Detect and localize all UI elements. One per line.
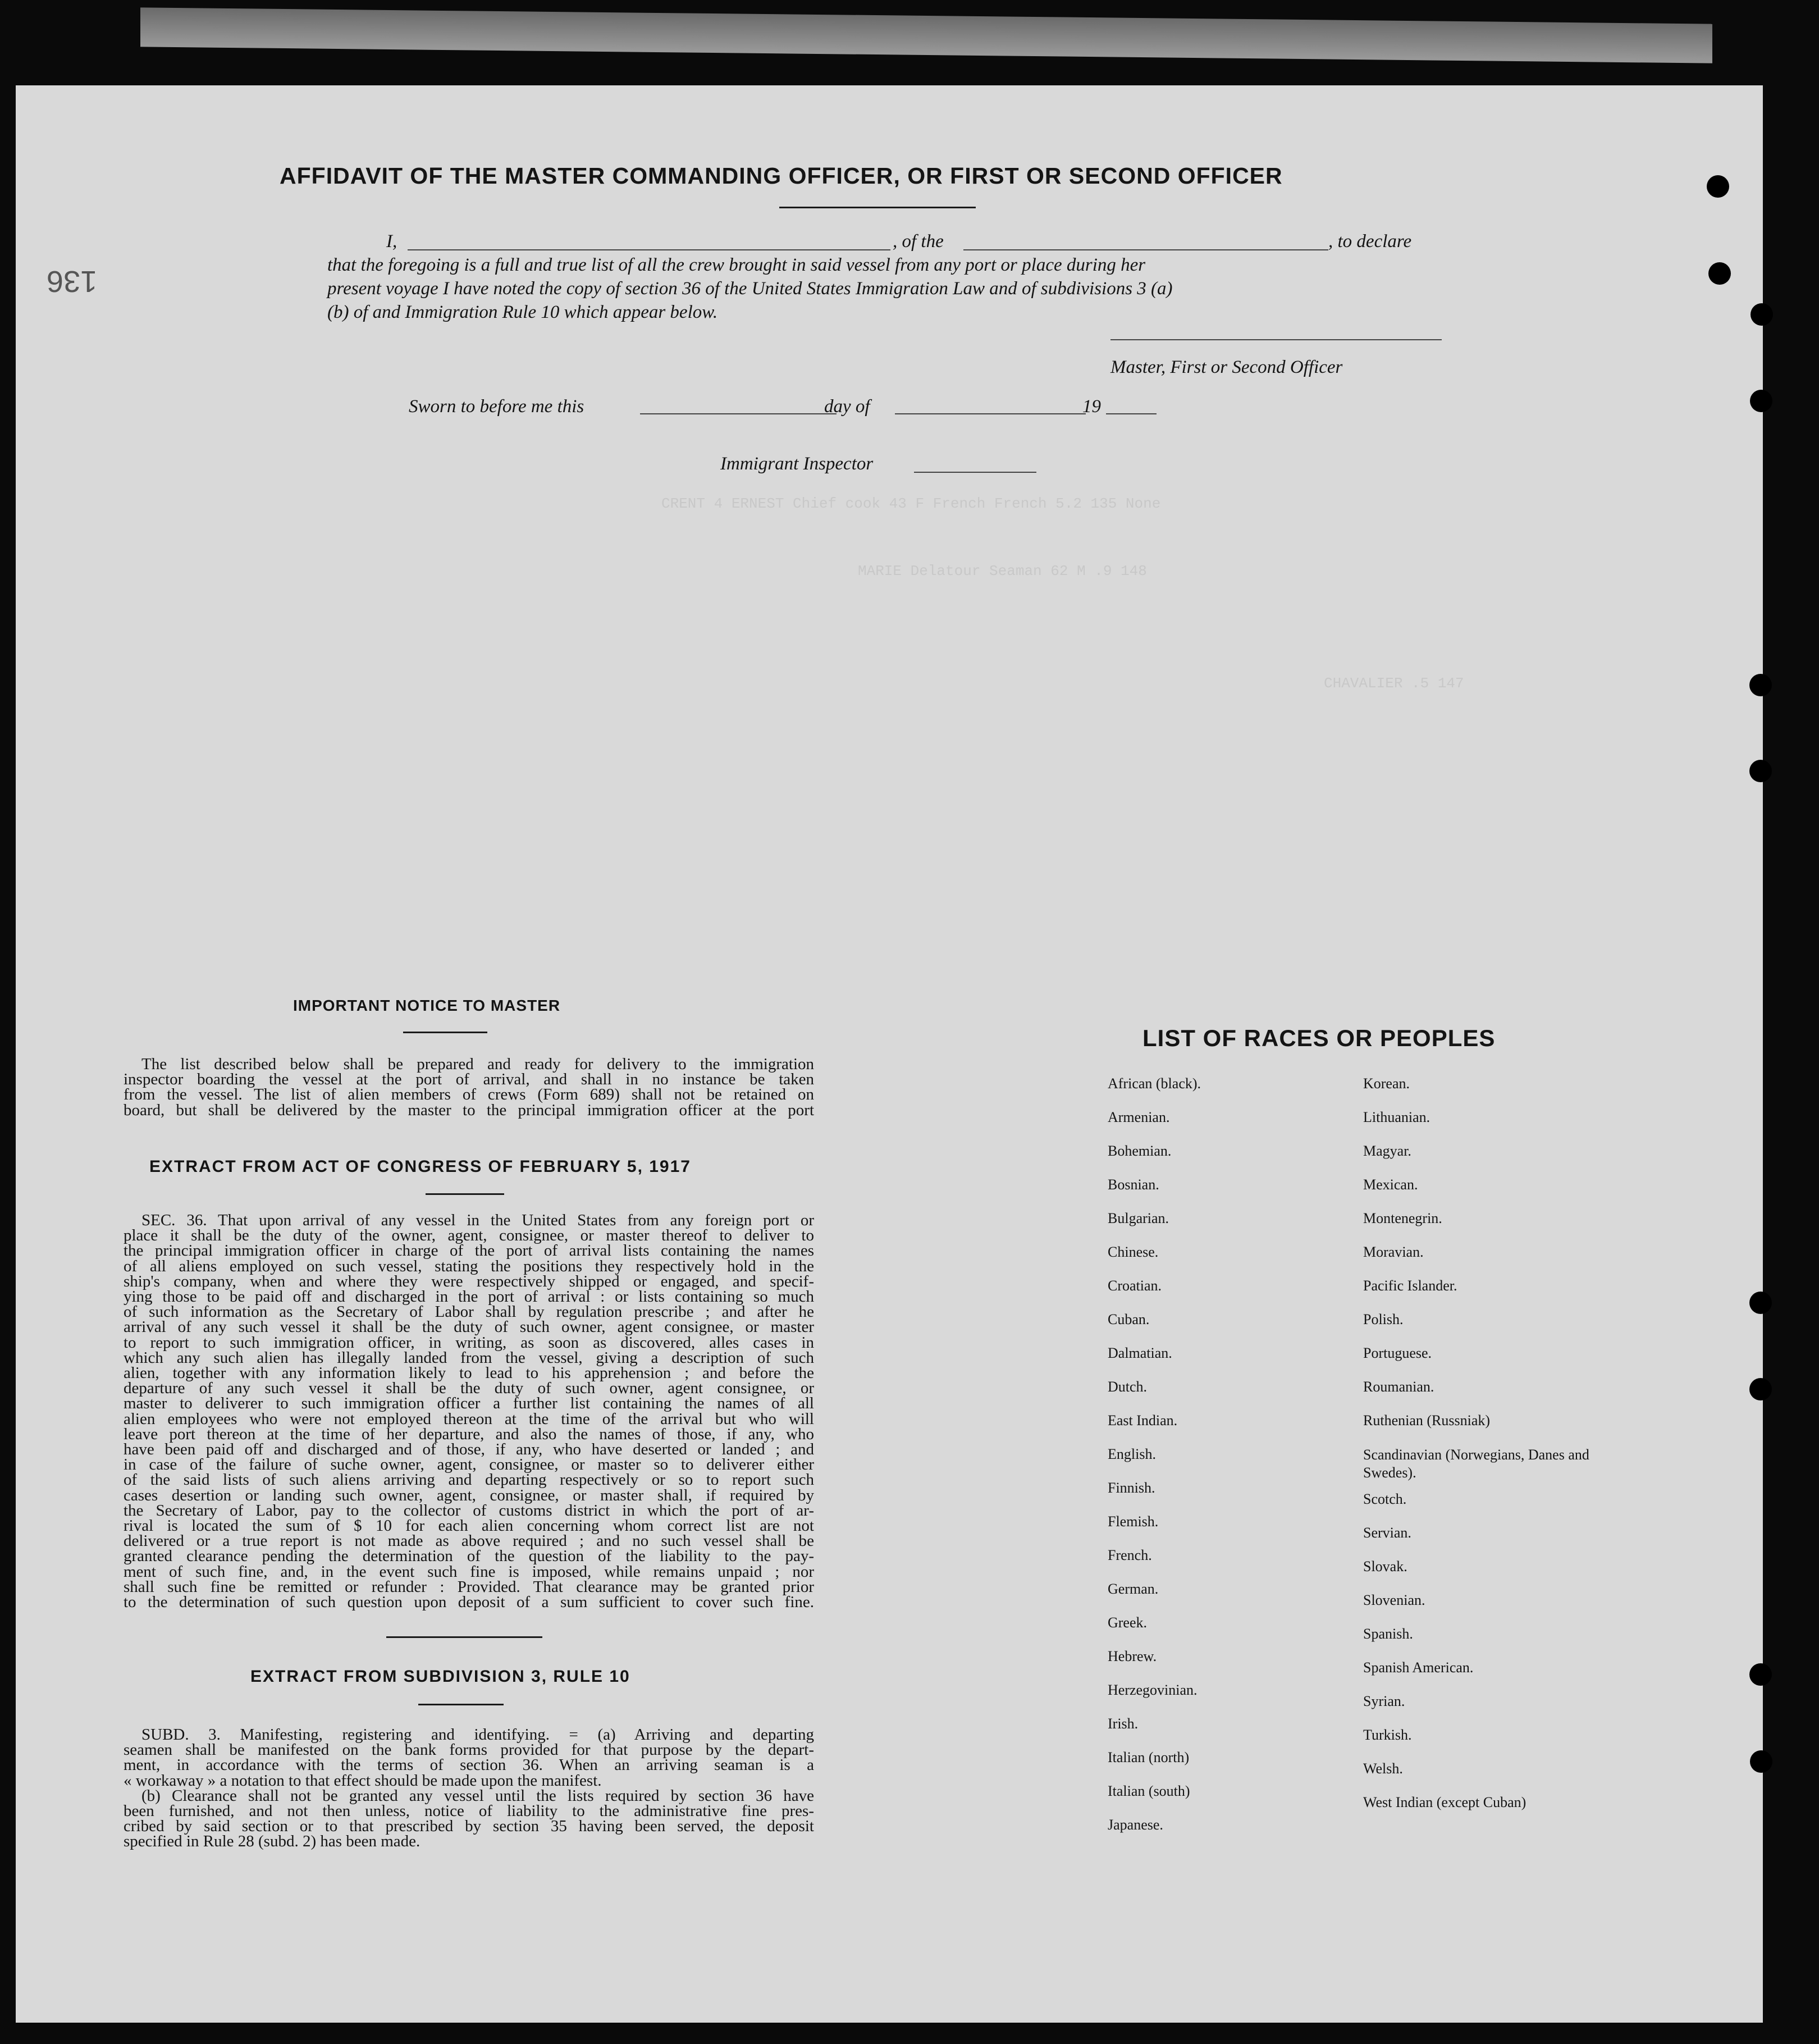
affidavit-title: AFFIDAVIT OF THE MASTER COMMANDING OFFICER, OR FIRST OR SECOND OFFICER	[280, 163, 1283, 189]
act-line: cases desertion or landing such owner, agent, consignee, or master shall, if required by	[124, 1486, 814, 1504]
act-line: the Secretary of Labor, pay to the collector of customs district in which the port of ar-	[124, 1501, 814, 1520]
act-line: arrival of any such vessel it shall be the duty of such owner, agent consignee, or master	[124, 1318, 814, 1336]
act-line: of all aliens employed on such vessel, stating the positions they respectively hold in the	[124, 1257, 814, 1275]
race-item: East Indian.	[1108, 1412, 1178, 1429]
notice-underline	[403, 1032, 487, 1033]
race-item: Moravian.	[1363, 1244, 1424, 1260]
affidavit-line-4: (b) of and Immigration Rule 10 which appear below.	[327, 302, 718, 322]
race-item: Greek.	[1108, 1614, 1148, 1631]
document-page: CRENT 4 ERNEST Chief cook 43 F French French 5.2 135 None MARIE Delatour Seaman 62 M .9 148 CHAVALIER .5 147 136 AFFIDAVIT OF THE MASTER COMMANDING OFFICER, OR FIRST OR SECOND OFFICER I, , of the , to declare that the foregoing is a full and true list of all the crew brought in said vessel from any port or place during her present voyage I have noted the copy of section 36 of the United States Immigration Law and of subdivisions 3 (a) (b) of and Immigration Rule 10 which appear below. Master, First or Second Officer Sworn to before me this day of 19 Immigrant Inspector IMPORTANT NOTICE TO MASTER The list described below shall be prepared and ready for delivery to the immigration inspector boarding the vessel at the port of arrival, and shall in no instance be taken from the vessel. The list of alien members of crews (Form 689) shall not be retained on board, but shall be delivered by the master to the principal immigration officer at the port EXTRACT FROM ACT OF CONGRESS OF FEBRUARY 5, 1917 SEC. 36. That upon arrival of any vessel in the United States from any foreign port or place it shall be the duty of the owner, agent, consignee, or master thereof to deliver to the principal immigration officer in charge of the port of arrival lists containing the names of all aliens employed on such vessel, stating the positions they respectively hold in the ship's company, when and where they were respectively shipped or engaged, and specif- ying those to be paid off and discharged in the port of arrival : or lists containing so much of such information as the Secretary of Labor shall by regulation prescribe ; and after he arrival of any such vessel it shall be the duty of such owner, agent consignee, or master to report to such immigration officer, in writing, as soon as discovered, alles cases in which any such alien has illegally landed from the vessel, giving a description of such alien, together with any information likely to lead to his apprehension ; and before the departure of any such vessel it shall be the duty of such owner, agent consignee, or master to deliverer to such immigration officer a further list containing the names of all alien employees who were not employed thereon at the time of the arrival but who will leave port thereon at the time of her departure, and also the names of those, if any, who have been paid off and discharged and of those, if any, who have deserted or landed ; and in case of the failure of suche owner, agent, consignee, or master so to deliverer either of the said lists of such aliens arriving and departing respectively or so to report such cases desertion or landing such owner, agent, consignee, or master shall, if required by the Secretary of Labor, pay to the collector of customs district in which the port of ar- rival is located the sum of $ 10 for each alien concerning whom correct list are not delivered or a true report is not made as above required ; and no such vessel shall be granted clearance pending the determination of the question of the liability to the pay- ment of such fine, and, in the event such fine is imposed, while remains unpaid ; nor shall such fine be remitted or refunder : Provided. That clearance may be granted prior to the determination of such question upon deposit of a sum sufficient to cover such fine. EXTRACT FROM SUBDIVISION 3, RULE 10 SUBD. 3. Manifesting, registering and identifying. = (a) Arriving and departing seamen shall be manifested on the bank forms provided for that purpose by the depart- ment, in accordance with the terms of section 36. When an arriving seaman is a « workaway » a notation to that effect should be made upon the manifest. (b) Clearance shall not be granted any vessel until the lists required by section 36 have been furnished, and not then unless, notice of liability to the administrative fine pres- cribed by said section or to that prescribed by section 35 having been served, the deposit specified in Rule 28 (subd. 2) has been made. LIST OF RACES OR PEOPLES African (black). Armenian. Bohemian. Bosnian. Bulgarian. Chinese. Croatian. Cuban. Dalmatian. Dutch. East Indian. English. Finnish. Flemish. French. German. Greek. Hebrew. Herzegovinian. Irish. Italian (north) Italian (south) Japanese. Korean. Lithuanian. Magyar. Mexican. Montenegrin. Moravian. Pacific Islander. Polish. Portuguese. Roumanian. Ruthenian (Russniak) Scandinavian (Norwegians, Danes and Swedes). Scotch. Servian. Slovak. Slovenian. Spanish. Spanish American. Syrian. Turkish. Welsh. West Indian (except Cuban)	[16, 85, 1763, 2023]
rule-extract-body	[124, 1727, 814, 1850]
day-of-label: day of	[824, 396, 870, 417]
sworn-label: Sworn to before me this	[409, 396, 584, 417]
act-line: to report to such immigration officer, in writing, as soon as discovered, alles cases in	[124, 1333, 814, 1352]
race-item: Slovenian.	[1363, 1592, 1425, 1608]
act-extract-body	[124, 1213, 814, 1610]
race-item: Pacific Islander.	[1363, 1278, 1457, 1294]
affidavit-line-2: that the foregoing is a full and true list of all the crew brought in said vessel from any port or place during her	[327, 255, 1146, 275]
race-item: Croatian.	[1108, 1278, 1162, 1294]
race-item: Hebrew.	[1108, 1648, 1157, 1664]
margin-number: 136	[47, 264, 98, 298]
race-item: Ruthenian (Russniak)	[1363, 1412, 1491, 1429]
act-line: leave port thereon at the time of her departure, and also the names of those, if any, who	[124, 1425, 814, 1443]
act-line: SEC. 36. That upon arrival of any vessel in the United States from any foreign port or	[141, 1211, 814, 1229]
race-item: Herzegovinian.	[1108, 1682, 1198, 1698]
notice-line: The list described below shall be prepared and ready for delivery to the immigration	[141, 1055, 814, 1073]
sworn-month-field[interactable]	[895, 413, 1086, 414]
race-item: Spanish American.	[1363, 1659, 1474, 1676]
race-item: Italian (north)	[1108, 1749, 1190, 1765]
race-item: Portuguese.	[1363, 1345, 1432, 1361]
punch-hole	[1749, 1663, 1772, 1686]
act-line: in case of the failure of suche owner, agent, consignee, or master so to deliverer either	[124, 1456, 814, 1474]
race-item: Flemish.	[1108, 1513, 1159, 1530]
master-signature-field[interactable]	[1110, 339, 1442, 340]
race-item: Bulgarian.	[1108, 1210, 1169, 1226]
act-line: alien employees who were not employed thereon at the time of the arrival but who will	[124, 1409, 814, 1428]
race-item: Italian (south)	[1108, 1783, 1190, 1799]
races-title: LIST OF RACES OR PEOPLES	[1142, 1025, 1496, 1051]
notice-line: from the vessel. The list of alien members of crews (Form 689) shall not be retained on	[124, 1085, 814, 1104]
sworn-year-field[interactable]	[1106, 413, 1157, 414]
rule-line: ment, in accordance with the terms of section 36. When an arriving seaman is a	[124, 1756, 814, 1774]
act-line: to the determination of such question upon deposit of a sum sufficient to cover such fine.	[124, 1593, 814, 1612]
act-extract-title: EXTRACT FROM ACT OF CONGRESS OF FEBRUARY 5, 1917	[149, 1157, 691, 1176]
race-item: Dutch.	[1108, 1379, 1148, 1395]
act-line: rival is located the sum of $ 10 for each alien concerning whom correct list are not	[124, 1517, 814, 1535]
sworn-day-field[interactable]	[640, 413, 837, 414]
title-underline	[779, 207, 976, 208]
act-line: granted clearance pending the determination of the question of the liability to the pay-	[124, 1547, 814, 1566]
race-item: Chinese.	[1108, 1244, 1159, 1260]
race-item: Irish.	[1108, 1716, 1139, 1732]
act-line: of the said lists of such aliens arriving and departing respectively or so to report such	[124, 1471, 814, 1489]
race-item: Syrian.	[1363, 1693, 1405, 1709]
race-item: Korean.	[1363, 1075, 1410, 1092]
race-item: French.	[1108, 1547, 1152, 1563]
act-end-rule	[386, 1636, 542, 1638]
act-line: delivered or a true report is not made as above required ; and no such vessel shall be	[124, 1532, 814, 1550]
race-item: English.	[1108, 1446, 1156, 1462]
act-line: have been paid off and discharged and of those, if any, who have deserted or landed ; and	[124, 1440, 814, 1459]
act-underline	[426, 1193, 504, 1195]
race-item: Welsh.	[1363, 1760, 1403, 1777]
punch-hole	[1707, 175, 1729, 198]
race-item: Bosnian.	[1108, 1176, 1159, 1193]
declarant-name-field[interactable]	[408, 249, 890, 250]
act-line: departure of any such vessel it shall be the duty of such owner, agent consignee, or	[124, 1379, 814, 1398]
race-item: Slovak.	[1363, 1558, 1407, 1575]
race-item: Bohemian.	[1108, 1143, 1172, 1159]
act-line: the principal immigration officer in charge of the port of arrival lists containing the names	[124, 1242, 814, 1260]
race-item: Cuban.	[1108, 1311, 1150, 1327]
race-item: Roumanian.	[1363, 1379, 1434, 1395]
race-item: African (black).	[1108, 1075, 1201, 1092]
punch-hole	[1749, 760, 1772, 782]
race-item: Finnish.	[1108, 1480, 1155, 1496]
punch-hole	[1750, 1750, 1772, 1773]
punch-hole	[1750, 390, 1772, 412]
act-line: which any such alien has illegally landed from the vessel, giving a description of such	[124, 1348, 814, 1367]
inspector-signature-field[interactable]	[914, 472, 1036, 473]
rule-line: been furnished, and not then unless, notice of liability to the administrative fine pres-	[124, 1802, 814, 1821]
rule-line: seamen shall be manifested on the bank forms provided for that purpose by the depart-	[124, 1741, 814, 1759]
rule-line: SUBD. 3. Manifesting, registering and identifying. = (a) Arriving and departing	[141, 1726, 814, 1744]
race-item: Scandinavian (Norwegians, Danes and Swedes).	[1363, 1447, 1589, 1481]
act-line: shall such fine be remitted or refunder : Provided. That clearance may be granted prior	[124, 1577, 814, 1596]
notice-line: inspector boarding the vessel at the port of arrival, and shall in no instance be taken	[124, 1070, 814, 1089]
race-item: Lithuanian.	[1363, 1109, 1430, 1125]
race-item: Mexican.	[1363, 1176, 1418, 1193]
race-item: Japanese.	[1108, 1817, 1163, 1833]
master-signature-label: Master, First or Second Officer	[1110, 357, 1343, 377]
declarant-prefix: I,	[386, 231, 397, 252]
race-item: Turkish.	[1363, 1727, 1412, 1743]
rule-underline	[418, 1704, 504, 1705]
rule-extract-title: EXTRACT FROM SUBDIVISION 3, RULE 10	[250, 1667, 630, 1686]
rule-line: cribed by said section or to that prescribed by section 35 having been served, the deposit	[124, 1817, 814, 1836]
notice-body	[124, 1057, 814, 1118]
race-item: Servian.	[1363, 1525, 1411, 1541]
race-item: West Indian (except Cuban)	[1363, 1794, 1527, 1810]
punch-hole	[1749, 1292, 1772, 1314]
race-item: Dalmatian.	[1108, 1345, 1172, 1361]
race-item: Magyar.	[1363, 1143, 1411, 1159]
race-item: Polish.	[1363, 1311, 1404, 1327]
race-item: Spanish.	[1363, 1626, 1413, 1642]
act-line: alien, together with any information likely to lead to his apprehension ; and before the	[124, 1364, 814, 1383]
vessel-name-field[interactable]	[963, 249, 1328, 250]
rule-line: specified in Rule 28 (subd. 2) has been made.	[124, 1832, 421, 1851]
race-item: Armenian.	[1108, 1109, 1170, 1125]
vessel-of-label: , of the	[893, 231, 944, 252]
rule-line: (b) Clearance shall not be granted any vessel until the lists required by section 36 have	[141, 1786, 814, 1805]
act-line: ment of such fine, and, in the event such fine is imposed, while remains unpaid ; nor	[124, 1562, 814, 1581]
act-line: master to deliverer to such immigration officer a further list containing the names of all	[124, 1394, 814, 1413]
race-item: German.	[1108, 1581, 1159, 1597]
race-item: Montenegrin.	[1363, 1210, 1442, 1226]
notice-line: board, but shall be delivered by the master to the principal immigration officer at the port	[124, 1101, 814, 1119]
punch-hole	[1751, 303, 1773, 326]
act-line: ying those to be paid off and discharged in the port of arrival : or lists containing so much	[124, 1288, 814, 1306]
inspector-label: Immigrant Inspector	[720, 454, 874, 474]
affidavit-line-3: present voyage I have noted the copy of section 36 of the United States Immigration Law and of subdivisions 3 (a)	[327, 279, 1173, 299]
year-label: 19	[1082, 396, 1101, 417]
punch-hole	[1749, 1378, 1772, 1400]
race-item: Scotch.	[1363, 1491, 1407, 1507]
punch-hole	[1749, 674, 1772, 696]
punch-hole	[1708, 262, 1731, 285]
scanner-edge	[140, 7, 1712, 63]
act-line: ship's company, when and where they were respectively shipped or engaged, and specif-	[124, 1272, 814, 1290]
rule-line: « workaway » a notation to that effect should be made upon the manifest.	[124, 1771, 602, 1790]
act-line: of such information as the Secretary of Labor shall by regulation prescribe ; and after he	[124, 1303, 814, 1321]
act-line: place it shall be the duty of the owner, agent, consignee, or master thereof to deliver to	[124, 1226, 814, 1245]
declare-label: , to declare	[1328, 231, 1412, 252]
notice-title: IMPORTANT NOTICE TO MASTER	[293, 997, 561, 1014]
